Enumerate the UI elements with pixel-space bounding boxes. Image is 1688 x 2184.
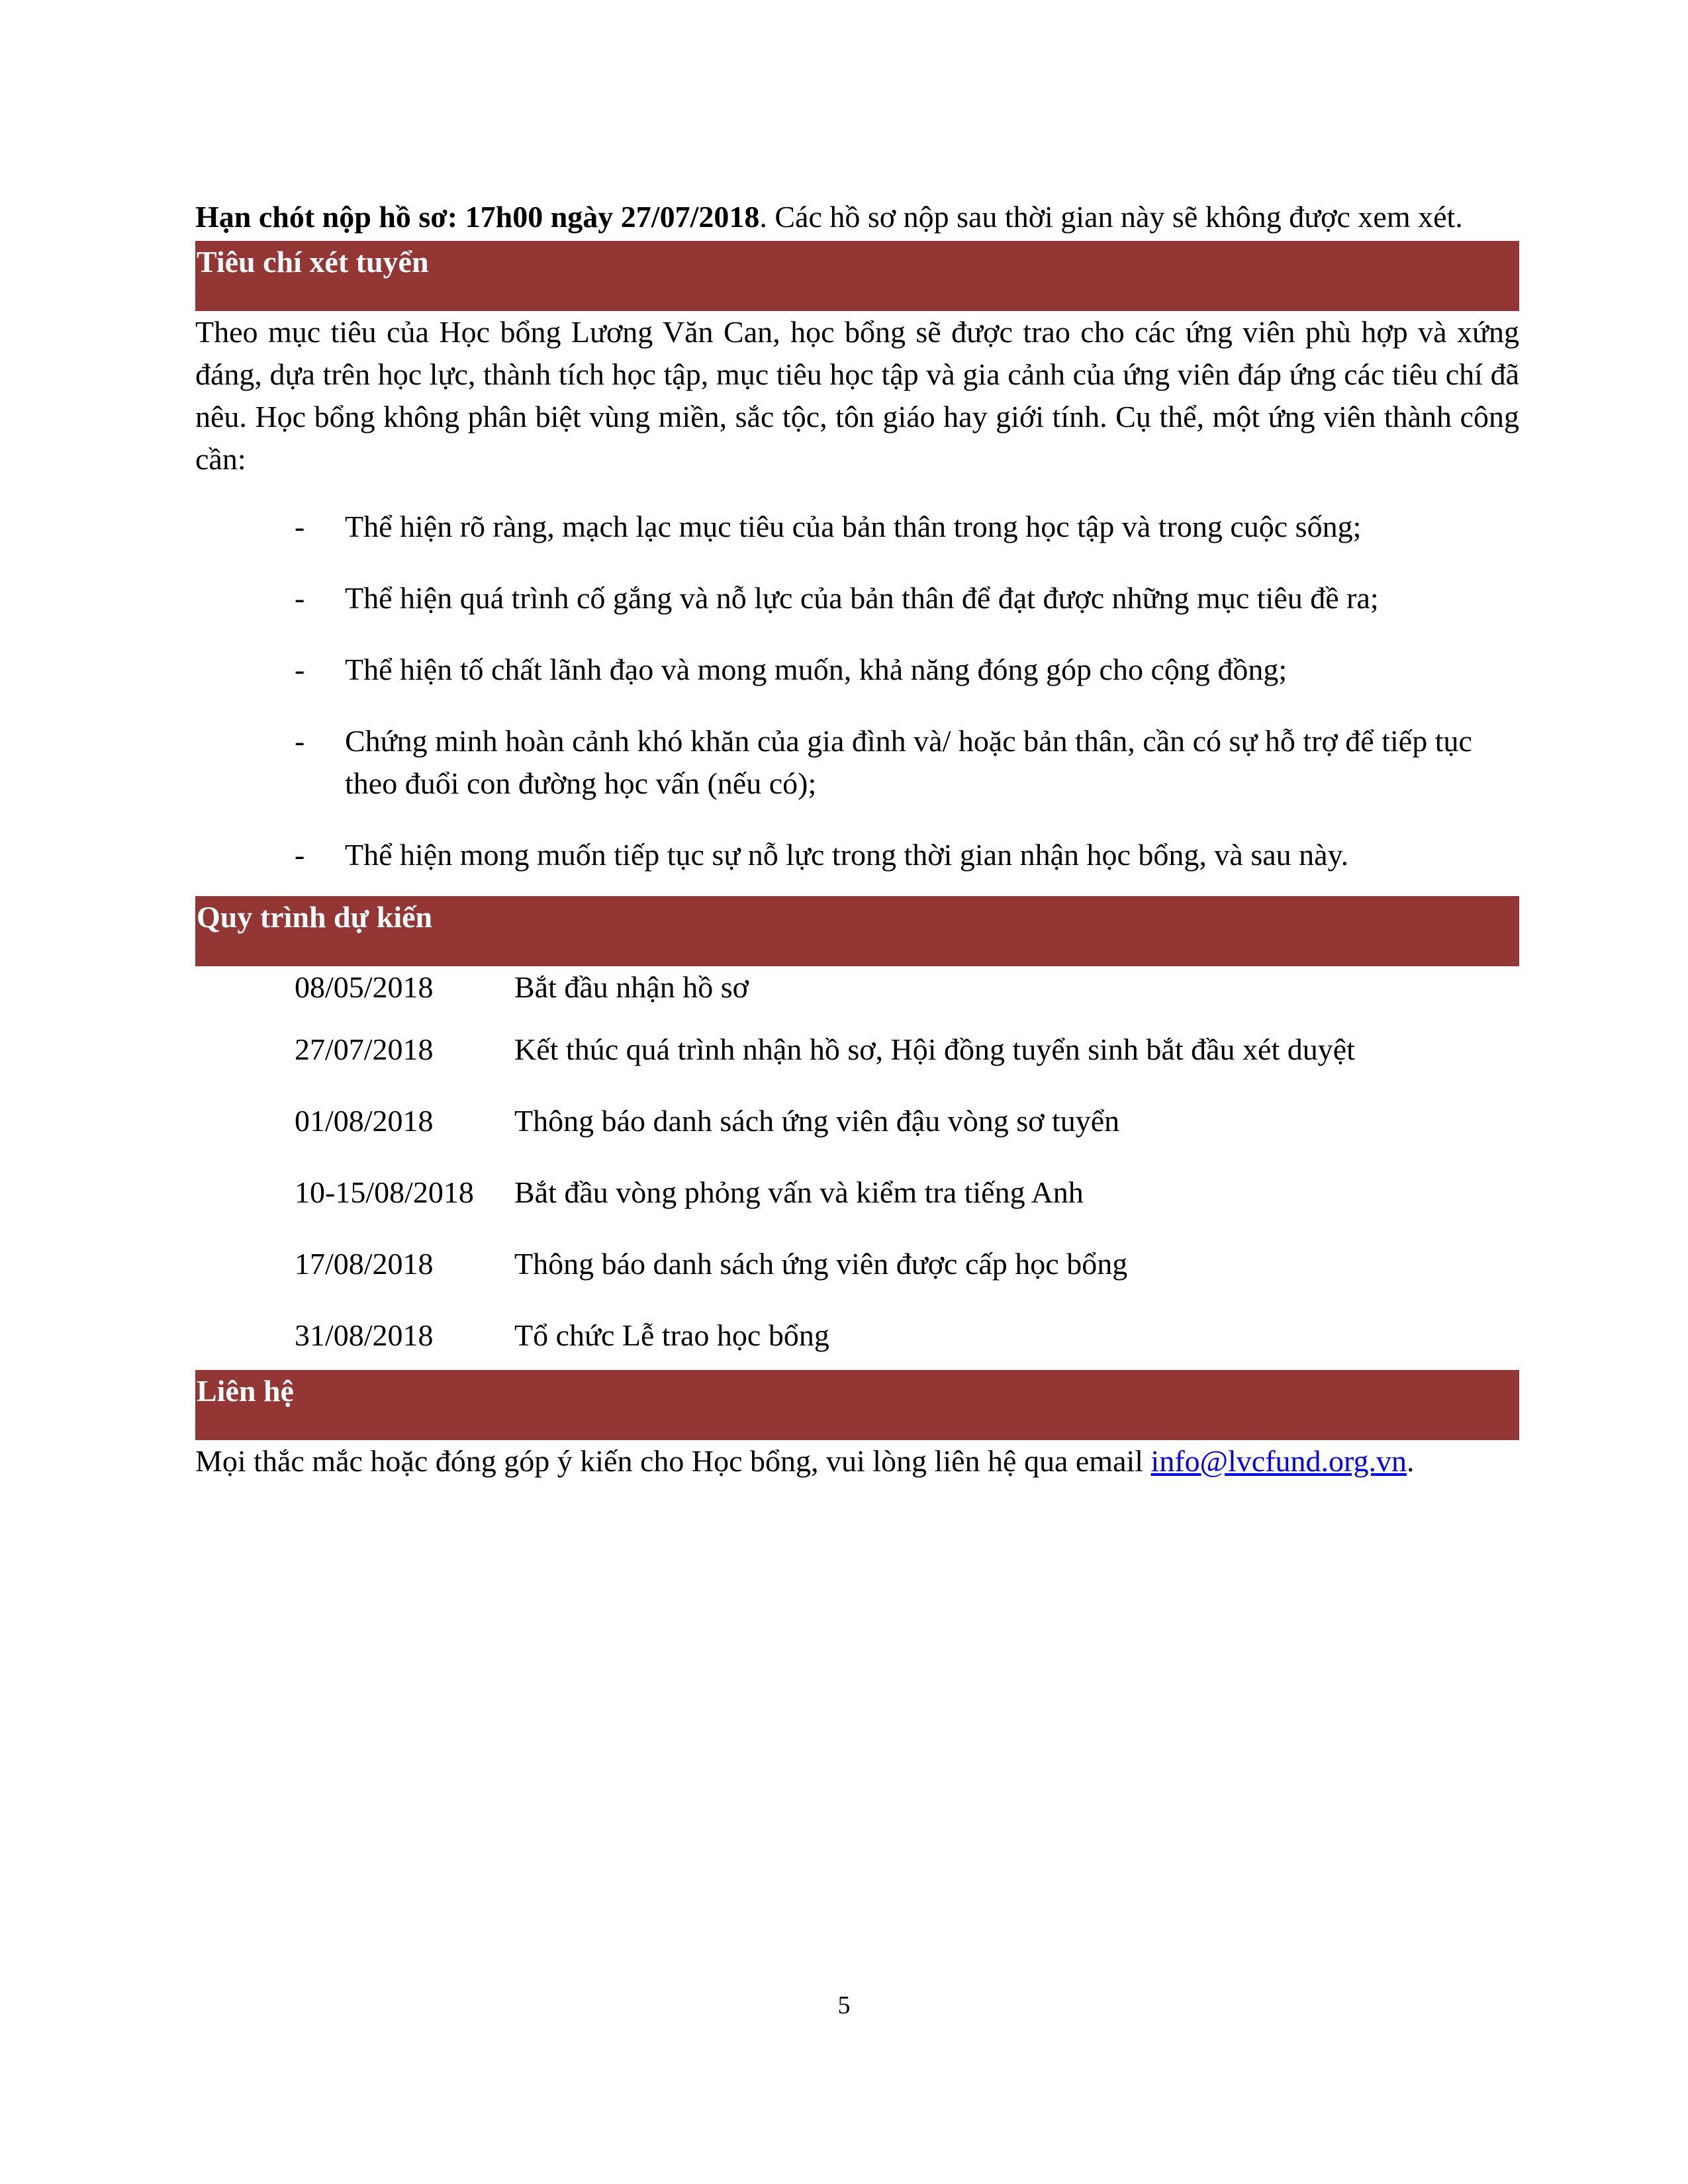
timeline-event: Bắt đầu vòng phỏng vấn và kiểm tra tiếng Anh	[514, 1175, 1084, 1209]
timeline-row	[195, 1243, 1519, 1314]
criteria-item-text: Thể hiện rõ ràng, mạch lạc mục tiêu của bản thân trong học tập và trong cuộc sống;	[345, 510, 1362, 543]
contact-heading: Liên hệ	[197, 1374, 294, 1408]
timeline-event: Thông báo danh sách ứng viên đậu vòng sơ tuyển	[514, 1104, 1120, 1138]
timeline-heading: Quy trình dự kiến	[197, 900, 433, 934]
timeline-date: 17/08/2018	[295, 1247, 434, 1281]
bullet-marker: -	[295, 581, 305, 615]
timeline-date: 10-15/08/2018	[295, 1175, 474, 1209]
timeline-date: 31/08/2018	[295, 1318, 434, 1352]
timeline-event: Thông báo danh sách ứng viên được cấp học bổng	[514, 1247, 1128, 1281]
contact-end: .	[1407, 1444, 1415, 1478]
criteria-item	[195, 834, 1519, 876]
timeline-date: 08/05/2018	[295, 970, 434, 1004]
timeline-event: Bắt đầu nhận hồ sơ	[514, 970, 749, 1004]
criteria-heading: Tiêu chí xét tuyển	[197, 245, 429, 279]
criteria-heading-bar	[195, 241, 1519, 311]
timeline-event: Tổ chức Lễ trao học bổng	[514, 1318, 829, 1352]
criteria-item-text: Thể hiện quá trình cố gắng và nỗ lực của bản thân để đạt được những mục tiêu đề ra;	[345, 581, 1379, 615]
timeline-date: 27/07/2018	[295, 1032, 434, 1066]
timeline-row	[195, 1100, 1519, 1171]
timeline-table	[195, 966, 1519, 1386]
contact-paragraph	[195, 1440, 1519, 1482]
page-number: 5	[837, 1991, 851, 2019]
criteria-list	[195, 506, 1519, 876]
bullet-marker: -	[295, 724, 305, 758]
criteria-item-text: Chứng minh hoàn cảnh khó khăn của gia đình và/ hoặc bản thân, cần có sự hỗ trợ để tiếp tục theo đuổi con đường học vấn (nếu có);	[345, 724, 1472, 800]
contact-text: Mọi thắc mắc hoặc đóng góp ý kiến cho Học bổng, vui lòng liên hệ qua email	[195, 1444, 1151, 1478]
timeline-event: Kết thúc quá trình nhận hồ sơ, Hội đồng tuyển sinh bắt đầu xét duyệt	[514, 1032, 1355, 1066]
criteria-intro: Theo mục tiêu của Học bổng Lương Văn Can, học bổng sẽ được trao cho các ứng viên phù hợp và xứng đáng, dựa trên học lực, thành tích học tập, mục tiêu học tập và gia cảnh của ứng viên đáp ứng các tiêu chí đã nêu. Học bổng không phân biệt vùng miền, sắc tộc, tôn giáo hay giới tính. Cụ thể, một ứng viên thành công cần:	[195, 315, 1519, 476]
timeline-heading-bar	[195, 896, 1519, 966]
contact-email-link[interactable]: info@lvcfund.org.vn	[1150, 1444, 1407, 1478]
timeline-row	[195, 966, 1519, 1028]
bullet-marker: -	[295, 653, 305, 686]
criteria-item	[195, 720, 1519, 805]
timeline-row	[195, 1171, 1519, 1243]
bullet-marker: -	[295, 838, 305, 872]
timeline-row	[195, 1028, 1519, 1100]
timeline-date: 01/08/2018	[295, 1104, 434, 1138]
timeline-row	[195, 1314, 1519, 1386]
page-content	[195, 196, 1519, 1482]
deadline-bold-text: Hạn chót nộp hồ sơ: 17h00 ngày 27/07/2018	[195, 200, 760, 234]
criteria-item-text: Thể hiện tố chất lãnh đạo và mong muốn, khả năng đóng góp cho cộng đồng;	[345, 653, 1288, 686]
criteria-item	[195, 649, 1519, 691]
deadline-paragraph	[195, 196, 1519, 238]
bullet-marker: -	[295, 510, 305, 543]
deadline-rest-text: . Các hồ sơ nộp sau thời gian này sẽ không được xem xét.	[759, 200, 1463, 234]
criteria-item	[195, 577, 1519, 619]
criteria-item	[195, 506, 1519, 548]
criteria-item-text: Thể hiện mong muốn tiếp tục sự nỗ lực trong thời gian nhận học bổng, và sau này.	[345, 838, 1349, 872]
